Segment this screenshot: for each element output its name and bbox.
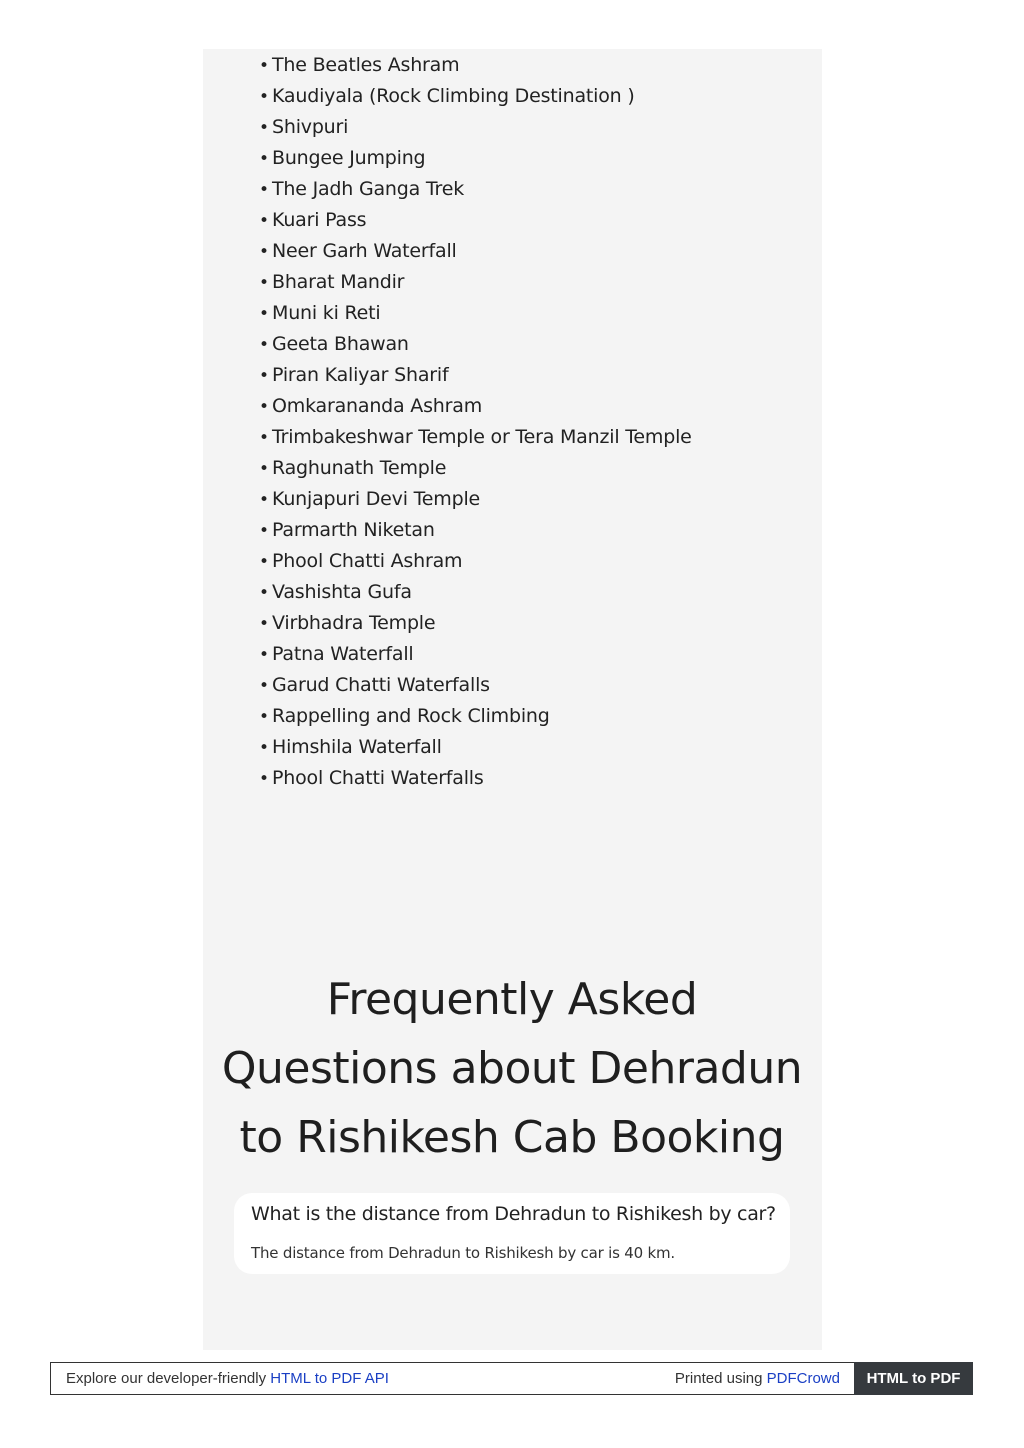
list-item: • Vashishta Gufa — [259, 577, 692, 608]
list-item: • Patna Waterfall — [259, 639, 692, 670]
bullet-icon: • — [259, 614, 269, 634]
footer-printed-text: Printed using — [674, 1370, 767, 1387]
list-item: • Phool Chatti Ashram — [259, 546, 692, 577]
footer-explore-text: Explore our developer-friendly — [66, 1370, 271, 1387]
bullet-icon: • — [259, 273, 269, 293]
list-item: • Shivpuri — [259, 112, 692, 143]
list-item: • Kuari Pass — [259, 205, 692, 236]
footer-printed — [675, 1363, 840, 1394]
bullet-icon: • — [259, 521, 269, 541]
bullet-icon: • — [259, 738, 269, 758]
bullet-icon: • — [259, 335, 269, 355]
pdf-footer-bar — [50, 1362, 973, 1395]
list-item: • Bungee Jumping — [259, 143, 692, 174]
bullet-icon: • — [259, 552, 269, 572]
footer-explore — [66, 1363, 389, 1394]
list-item: • Neer Garh Waterfall — [259, 236, 692, 267]
list-item: • Rappelling and Rock Climbing — [259, 701, 692, 732]
list-item: • Omkarananda Ashram — [259, 391, 692, 422]
bullet-icon: • — [259, 676, 269, 696]
places-list — [259, 50, 692, 794]
list-item: • Himshila Waterfall — [259, 732, 692, 763]
html-to-pdf-button[interactable]: HTML to PDF — [854, 1362, 973, 1395]
list-item: • Kaudiyala (Rock Climbing Destination ) — [259, 81, 692, 112]
list-item: • Bharat Mandir — [259, 267, 692, 298]
list-item: • Piran Kaliyar Sharif — [259, 360, 692, 391]
html-to-pdf-api-link[interactable]: HTML to PDF API — [270, 1370, 389, 1387]
bullet-icon: • — [259, 428, 269, 448]
bullet-icon: • — [259, 459, 269, 479]
bullet-icon: • — [259, 87, 269, 107]
bullet-icon: • — [259, 397, 269, 417]
bullet-icon: • — [259, 180, 269, 200]
bullet-icon: • — [259, 645, 269, 665]
bullet-icon: • — [259, 304, 269, 324]
faq-heading-line: Questions about Dehradun — [221, 1043, 803, 1094]
list-item: • Kunjapuri Devi Temple — [259, 484, 692, 515]
list-item: • Geeta Bhawan — [259, 329, 692, 360]
faq-answer: The distance from Dehradun to Rishikesh by car is 40 km. — [251, 1244, 676, 1262]
bullet-icon: • — [259, 490, 269, 510]
bullet-icon: • — [259, 769, 269, 789]
faq-heading — [213, 965, 811, 1172]
bullet-icon: • — [259, 366, 269, 386]
bullet-icon: • — [259, 211, 269, 231]
list-item: • Trimbakeshwar Temple or Tera Manzil Temple — [259, 422, 692, 453]
list-item: • Muni ki Reti — [259, 298, 692, 329]
bullet-icon: • — [259, 118, 269, 138]
list-item: • Garud Chatti Waterfalls — [259, 670, 692, 701]
list-item: • The Beatles Ashram — [259, 50, 692, 81]
list-item: • Phool Chatti Waterfalls — [259, 763, 692, 794]
faq-heading-line: Frequently Asked — [326, 974, 698, 1025]
bullet-icon: • — [259, 707, 269, 727]
list-item: • Raghunath Temple — [259, 453, 692, 484]
faq-heading-line: to Rishikesh Cab Booking — [239, 1112, 785, 1163]
faq-card[interactable] — [234, 1193, 790, 1274]
bullet-icon: • — [259, 149, 269, 169]
bullet-icon: • — [259, 242, 269, 262]
list-item: • The Jadh Ganga Trek — [259, 174, 692, 205]
bullet-icon: • — [259, 583, 269, 603]
list-item: • Parmarth Niketan — [259, 515, 692, 546]
list-item: • Virbhadra Temple — [259, 608, 692, 639]
faq-question[interactable]: What is the distance from Dehradun to Rishikesh by car? — [251, 1203, 776, 1225]
bullet-icon: • — [259, 56, 269, 76]
pdfcrowd-link[interactable]: PDFCrowd — [766, 1370, 840, 1387]
